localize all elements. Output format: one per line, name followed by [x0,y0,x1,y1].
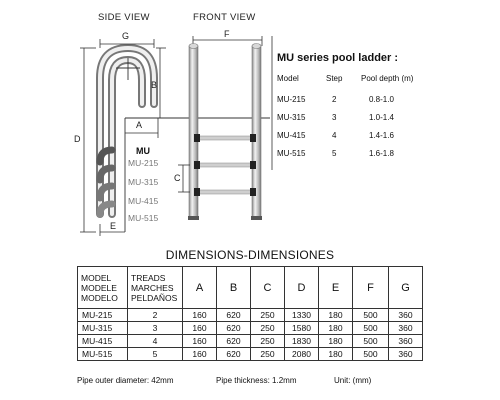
series-row-3-depth: 1.4-1.6 [369,131,394,140]
series-row-4-model: MU-515 [277,149,306,158]
dim-label-c: C [174,173,181,183]
side-view-label: SIDE VIEW [98,12,150,23]
th-d: D [285,267,319,309]
dim-d [80,48,96,232]
series-row-4-step: 5 [332,149,337,158]
th-model: MODEL MODELE MODELO [78,267,128,309]
pipe-thickness: Pipe thickness: 1.2mm [216,376,297,385]
th-b: B [217,267,251,309]
unit-note: Unit: (mm) [334,376,372,385]
series-row-1-model: MU-215 [277,95,306,104]
dim-label-b: B [151,80,158,90]
table-row: MU-215 2 160 620 250 1330 180 500 360 [78,309,423,322]
side-inner-rail [112,60,142,214]
series-row-3-model: MU-415 [277,131,306,140]
series-row-2-step: 3 [332,113,337,122]
series-head-step: Step [326,74,343,83]
th-c: C [251,267,285,309]
table-row: MU-515 5 160 620 250 2080 180 500 360 [78,348,423,361]
series-row-1-depth: 0.8-1.0 [369,95,394,104]
dim-label-e: E [110,221,117,231]
tread-2 [198,163,252,167]
side-model-515: MU-515 [128,213,159,223]
series-title: MU series pool ladder : [277,52,399,64]
dimensions-table [77,266,423,361]
series-row-1-step: 2 [332,95,337,104]
side-mu-tag: MU [136,146,150,156]
tread-1 [198,136,252,140]
side-inner-rail-highlight [112,60,142,214]
front-treads [194,134,256,196]
front-view-ladder [178,36,262,220]
tread-3 [198,190,252,194]
series-head-depth: Pool depth (m) [361,74,414,83]
series-row-4-depth: 1.6-1.8 [369,149,394,158]
th-g: G [389,267,423,309]
series-head-model: Model [277,74,299,83]
pipe-outer-diameter: Pipe outer diameter: 42mm [77,376,174,385]
dim-label-f: F [224,29,230,39]
side-model-315: MU-315 [128,177,159,187]
dimensions-title: DIMENSIONS-DIMENSIONES [165,248,335,262]
series-row-2-model: MU-315 [277,113,306,122]
table-row: MU-415 4 160 620 250 1830 180 500 360 [78,335,423,348]
th-treads: TREADS MARCHES PELDAÑOS [128,267,183,309]
th-f: F [353,267,389,309]
th-e: E [319,267,353,309]
side-view-ladder [100,48,154,214]
series-row-3-step: 4 [332,131,337,140]
series-row-2-depth: 1.0-1.4 [369,113,394,122]
side-model-415: MU-415 [128,196,159,206]
table-row: MU-315 3 160 620 250 1580 180 500 360 [78,322,423,335]
dim-label-d: D [74,134,81,144]
th-a: A [183,267,217,309]
side-model-215: MU-215 [128,158,159,168]
dim-label-a: A [136,120,143,130]
front-view-label: FRONT VIEW [193,12,256,23]
dim-label-g: G [122,31,130,41]
